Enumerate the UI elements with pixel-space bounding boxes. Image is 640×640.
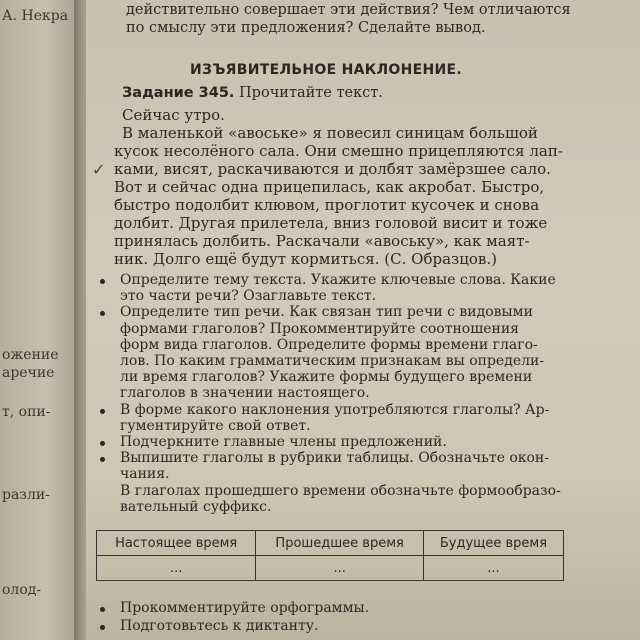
bullet-line: Выпишите глаголы в рубрики таблицы. Обозначьте окон- xyxy=(120,450,549,467)
bullet-line: ли время глаголов? Укажите формы будущего времени xyxy=(120,369,533,386)
bullet-dot xyxy=(100,607,105,612)
bullet-line: Подчеркните главные члены предложений. xyxy=(120,434,447,450)
text-line: быстро подолбит клювом, проглотит кусочек и снова xyxy=(114,196,540,214)
final-bullet-line: Подготовьтесь к диктанту. xyxy=(120,618,319,634)
text-line: В маленькой «авоське» я повесил синицам большой xyxy=(122,124,538,142)
bullet-line: формами глаголов? Прокомментируйте соотношения xyxy=(120,320,520,337)
text-line: Сейчас утро. xyxy=(122,106,225,124)
bullet-dot xyxy=(100,279,105,284)
left-page-fragment: аречие xyxy=(2,365,55,381)
task-instruction: Прочитайте текст. xyxy=(239,85,383,101)
table-header: Настоящее время xyxy=(97,531,256,556)
bullet-line: чания. xyxy=(120,466,170,483)
left-page-fragment: т, опи- xyxy=(2,404,51,420)
bullet-dot xyxy=(100,311,105,316)
section-heading: ИЗЪЯВИТЕЛЬНОЕ НАКЛОНЕНИЕ. xyxy=(189,62,463,78)
bullet-line: форм вида глаголов. Определите формы времени глаго- xyxy=(120,336,538,353)
text-line: долбит. Другая прилетела, вниз головой висит и тоже xyxy=(114,214,548,232)
bullet-dot xyxy=(100,409,105,414)
text-line: принялась долбить. Раскачали «авоську», как маят- xyxy=(114,232,530,250)
table-cell: ... xyxy=(423,556,563,581)
bullet-dot xyxy=(100,441,105,446)
table-row xyxy=(97,556,564,581)
task-number: Задание 345. xyxy=(122,85,235,101)
bullet-dot xyxy=(100,457,105,462)
text-line: кусок несолёного сала. Они смешно прицепляются лап- xyxy=(114,142,563,160)
table-header-row xyxy=(97,531,564,556)
bullet-line: гументируйте свой ответ. xyxy=(120,417,311,434)
table-header: Будущее время xyxy=(423,531,563,556)
top-line: действительно совершает эти действия? Чем отличаются xyxy=(126,2,571,18)
top-line: по смыслу эти предложения? Сделайте вывод. xyxy=(126,20,486,36)
bullet-dot xyxy=(100,625,105,630)
bullet-line: Определите тип речи. Как связан тип речи с видовыми xyxy=(120,304,533,321)
bullet-line: это части речи? Озаглавьте текст. xyxy=(120,288,377,305)
left-page xyxy=(0,0,78,640)
right-page xyxy=(86,0,640,640)
task-line xyxy=(122,85,383,101)
table-cell: ... xyxy=(256,556,424,581)
text-line: ник. Долго ещё будут кормиться. (С. Образцов.) xyxy=(114,250,497,268)
pencil-check-mark-icon: ✓ xyxy=(92,160,106,179)
text-line: ками, висят, раскачиваются и долбят замёрзшее сало. xyxy=(114,160,551,178)
bullet-line: В глаголах прошедшего времени обозначьте формообразо- xyxy=(120,482,561,499)
text-line: Вот и сейчас одна прицепилась, как акробат. Быстро, xyxy=(114,178,545,196)
table-header: Прошедшее время xyxy=(256,531,424,556)
bullet-line: Определите тему текста. Укажите ключевые слова. Какие xyxy=(120,272,556,288)
table-cell: ... xyxy=(97,556,256,581)
left-page-fragment: ожение xyxy=(2,347,59,363)
bullet-line: вательный суффикс. xyxy=(120,498,272,515)
left-page-fragment: А. Некра xyxy=(2,8,69,24)
left-page-fragment: олод- xyxy=(2,582,42,598)
bullet-line: глаголов в значении настоящего. xyxy=(120,385,370,402)
left-page-fragment: разли- xyxy=(2,487,50,503)
bullet-line: В форме какого наклонения употребляются глаголы? Ар- xyxy=(120,401,550,418)
bullet-line: лов. По каким грамматическим признакам вы определи- xyxy=(120,353,545,369)
final-bullet-line: Прокомментируйте орфограммы. xyxy=(120,600,370,616)
verb-tense-table xyxy=(96,530,564,581)
